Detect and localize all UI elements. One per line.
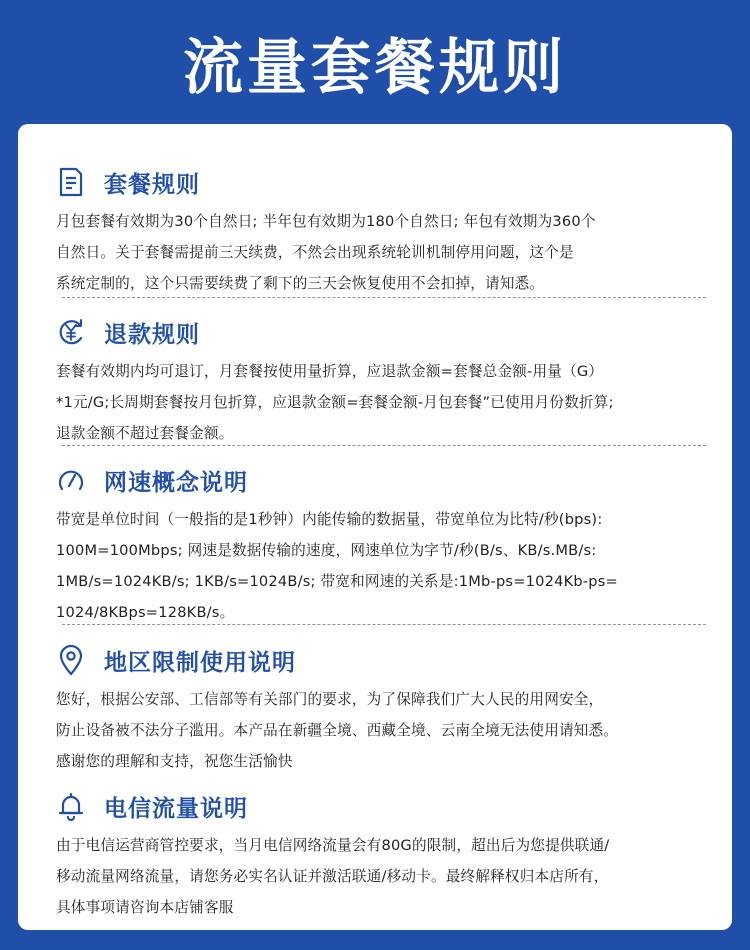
section-title: 电信流量说明	[104, 795, 248, 822]
location-pin-icon	[56, 643, 86, 677]
body-line: *1元/G;长周期套餐按月包折算，应退款金额=套餐金额-月包套餐”已使用月份数折算;	[56, 394, 614, 411]
section-body	[56, 206, 716, 299]
section-refund-rules	[56, 312, 716, 449]
section-body	[56, 684, 716, 777]
body-line: 100M=100Mbps; 网速是数据传输的速度，网速单位为字节/秒(B/s、KB/s.MB/s:	[56, 542, 597, 559]
divider	[62, 624, 706, 625]
section-title: 网速概念说明	[104, 469, 248, 496]
body-line: 由于电信运营商管控要求，当月电信网络流量会有80G的限制，超出后为您提供联通/	[56, 837, 610, 854]
section-title: 地区限制使用说明	[104, 649, 296, 676]
body-line: 1024/8KBps=128KB/s。	[56, 604, 235, 621]
body-line: 系统定制的，这个只需要续费了剩下的三天会恢复使用不会扣掉，请知悉。	[56, 275, 545, 292]
body-line: 带宽是单位时间（一般指的是1秒钟）内能传输的数据量，带宽单位为比特/秒(bps):	[56, 511, 603, 528]
body-line: 月包套餐有效期为30个自然日; 半年包有效期为180个自然日; 年包有效期为360个	[56, 213, 596, 230]
speedometer-icon	[56, 463, 86, 497]
bell-icon	[56, 789, 86, 823]
yen-icon	[56, 315, 86, 349]
body-line: 1MB/s=1024KB/s; 1KB/s=1024B/s; 带宽和网速的关系是:1Mb-ps=1024Kb-ps=	[56, 573, 618, 590]
body-line: 退款金额不超过套餐金额。	[56, 425, 234, 442]
section-package-rules	[56, 162, 716, 299]
section-body	[56, 356, 716, 449]
section-title: 套餐规则	[104, 171, 200, 198]
body-line: 自然日。关于套餐需提前三天续费，不然会出现系统轮训机制停用问题，这个是	[56, 244, 574, 261]
page-title: 流量套餐规则	[183, 33, 567, 103]
section-title: 退款规则	[104, 321, 200, 348]
section-region-restriction	[56, 640, 716, 777]
rules-card	[18, 124, 732, 930]
section-telecom-traffic	[56, 786, 716, 923]
body-line: 具体事项请咨询本店铺客服	[56, 899, 234, 916]
section-body	[56, 830, 716, 923]
body-line: 您好，根据公安部、工信部等有关部门的要求，为了保障我们广大人民的用网安全，	[56, 691, 604, 708]
divider	[62, 297, 706, 298]
document-icon	[56, 165, 86, 199]
section-speed-concept	[56, 460, 716, 628]
divider	[62, 445, 706, 446]
body-line: 防止设备被不法分子滥用。本产品在新疆全境、西藏全境、云南全境无法使用请知悉。	[56, 722, 619, 739]
body-line: 移动流量网络流量，请您务必实名认证并激活联通/移动卡。最终解释权归本店所有，	[56, 868, 609, 885]
body-line: 感谢您的理解和支持，祝您生活愉快	[56, 753, 293, 770]
body-line: 套餐有效期内均可退订，月套餐按使用量折算，应退款金额=套餐总金额-用量（G）	[56, 363, 604, 380]
section-body	[56, 504, 716, 628]
